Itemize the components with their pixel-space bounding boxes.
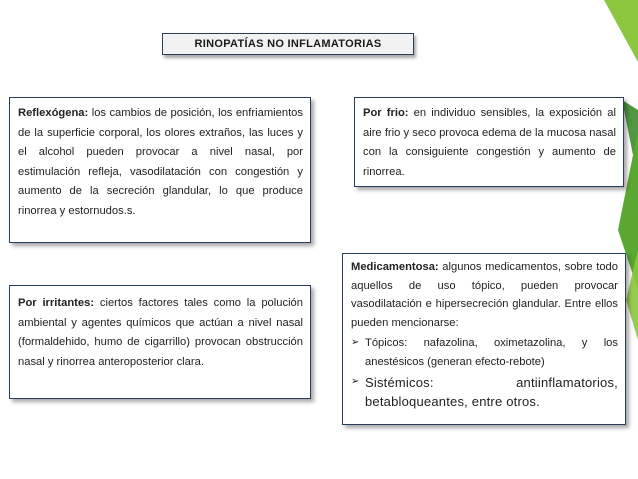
bullet-item [351, 373, 618, 411]
arrow-bullet-icon: ➢ [351, 376, 360, 387]
card-reflexogena-text: los cambios de posición, los enfriamientos de la superficie corporal, los olores extraños, las luces y el alcohol pueden provocar a nivel nasal, por estimulación refleja, vasodilatación con congestión y aumento de la secreción glandular, lo que produce rinorrea y estornudos.s. [18, 107, 303, 217]
card-por-frio-text: en individuo sensibles, la exposición al aire frio y seco provoca edema de la mucosa nasal con la consiguiente congestión y aumento de rinorrea. [363, 107, 616, 178]
decor-triangle-light [604, 0, 638, 62]
card-reflexogena [9, 97, 311, 243]
bullet-item [351, 334, 618, 371]
card-medicamentosa-body [351, 258, 618, 332]
slide-title [162, 33, 414, 55]
bullet-sistemicos: Sistémicos: antiinflamatorios, betabloqueantes, entre otros. [365, 375, 618, 409]
bullet-topicos: Tópicos: nafazolina, oximetazolina, y los anestésicos (generan efecto-rebote) [365, 337, 618, 368]
card-por-frio-heading: Por frio: [363, 107, 409, 119]
arrow-bullet-icon: ➢ [351, 337, 360, 348]
card-por-irritantes-heading: Por irritantes: [18, 297, 95, 309]
card-por-irritantes-text: ciertos factores tales como la polución ambiental y agentes químicos que actúan a nivel nasal (formaldehido, humo de cigarrillo) provocan obstrucción nasal y rinorrea anteroposterior clara. [18, 297, 303, 368]
card-por-frio [354, 97, 624, 187]
card-medicamentosa-text: algunos medicamentos, sobre todo aquellos de uso tópico, pueden provocar vasodilatación e hipersecreción glandular. Entre ellos pueden mencionarse: [351, 261, 618, 329]
card-reflexogena-heading: Reflexógena: [18, 107, 89, 119]
card-medicamentosa-heading: Medicamentosa: [351, 261, 439, 273]
card-por-irritantes [9, 285, 311, 399]
card-medicamentosa [342, 253, 626, 425]
slide-title-text: RINOPATÍAS NO INFLAMATORIAS [194, 38, 382, 50]
